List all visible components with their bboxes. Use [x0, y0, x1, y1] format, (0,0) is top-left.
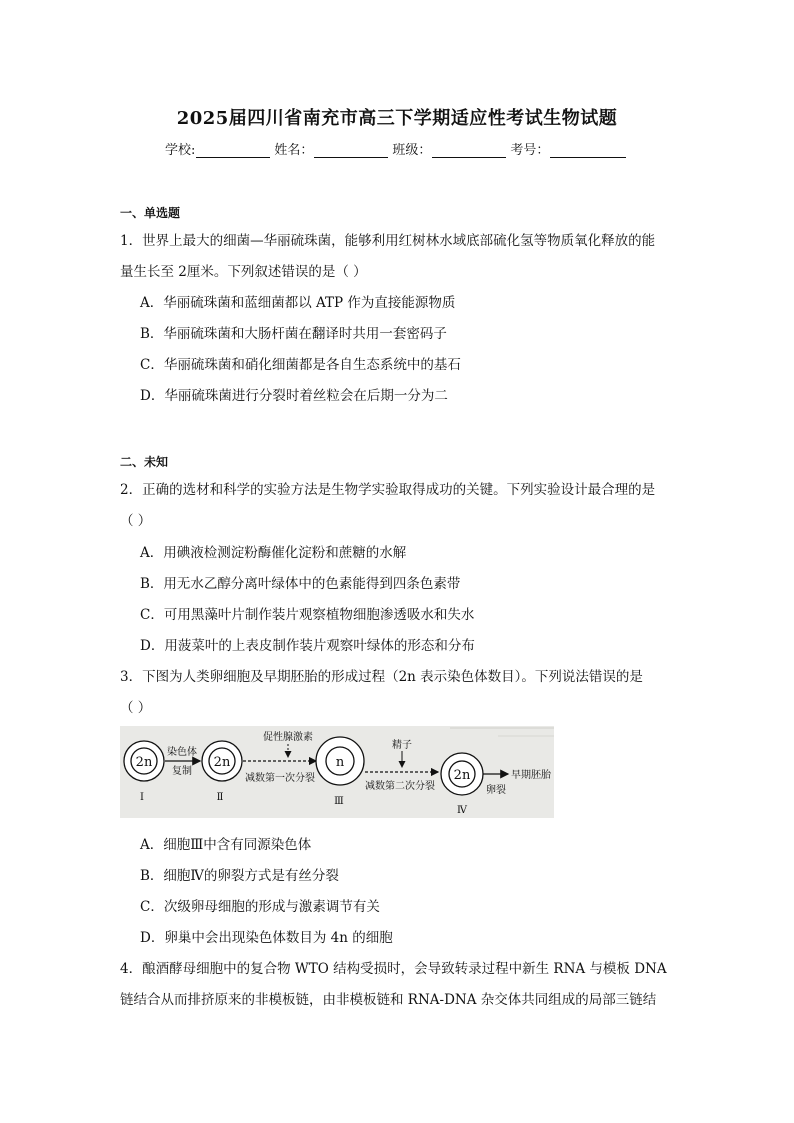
- question-1-option-d: D．华丽硫珠菌进行分裂时着丝粒会在后期一分为二: [140, 388, 448, 404]
- arrow3-label: 减数第二次分裂: [365, 781, 435, 792]
- class-label: 班级：: [392, 143, 432, 158]
- cell-4-roman: Ⅳ: [457, 805, 467, 816]
- arrow1-bottom-label: 复制: [172, 766, 192, 777]
- cleavage-label: 卵裂: [486, 785, 506, 796]
- question-2-option-b: B．用无水乙醇分离叶绿体中的色素能得到四条色素带: [140, 576, 461, 592]
- question-4-line-2: 链结合从而排挤原来的非模板链，由非模板链和 RNA-DNA 杂交体共同组成的局部三链结: [120, 992, 657, 1008]
- question-2-option-c: C．可用黑藻叶片制作装片观察植物细胞渗透吸水和失水: [140, 607, 475, 623]
- class-blank: [432, 143, 506, 158]
- name-label: 姓名：: [274, 143, 314, 158]
- question-1-option-b: B．华丽硫珠菌和大肠杆菌在翻译时共用一套密码子: [140, 326, 447, 342]
- student-info-line: [165, 139, 630, 158]
- question-3-option-a: A．细胞Ⅲ中含有同源染色体: [140, 837, 312, 853]
- cell-3: [316, 737, 364, 785]
- cell-3-label: n: [335, 755, 345, 770]
- cell-1-roman: Ⅰ: [140, 792, 144, 803]
- question-4-line-1: 4．酿酒酵母细胞中的复合物 WTO 结构受损时，会导致转录过程中新生 RNA 与模板 DNA: [120, 961, 667, 977]
- oocyte-formation-diagram: [120, 726, 554, 818]
- question-2-line-1: 2．正确的选材和科学的实验方法是生物学实验取得成功的关键。下列实验设计最合理的是: [120, 482, 656, 498]
- page-title: 2025届四川省南充市高三下学期适应性考试生物试题: [176, 108, 618, 129]
- number-blank: [550, 143, 626, 158]
- question-2-option-d: D．用菠菜叶的上表皮制作装片观察叶绿体的形态和分布: [140, 638, 475, 654]
- embryo-label: 早期胚胎: [511, 770, 551, 781]
- question-3-option-d: D．卵巢中会出现染色体数目为 4n 的细胞: [140, 930, 393, 946]
- number-label: 考号：: [510, 143, 550, 158]
- school-blank: [196, 143, 270, 158]
- question-1-option-c: C．华丽硫珠菌和硝化细菌都是各自生态系统中的基石: [140, 357, 461, 373]
- arrow2-label: 减数第一次分裂: [245, 773, 315, 784]
- question-1-option-a: A．华丽硫珠菌和蓝细菌都以 ATP 作为直接能源物质: [140, 295, 456, 311]
- sperm-label: 精子: [392, 740, 412, 751]
- section-heading-1: 一、单选题: [120, 206, 181, 220]
- question-3-line-1: 3．下图为人类卵细胞及早期胚胎的形成过程（2n 表示染色体数目）。下列说法错误的是: [120, 669, 643, 685]
- section-heading-2: 二、未知: [120, 455, 169, 469]
- cell-4: [441, 753, 483, 795]
- question-2-option-a: A．用碘液检测淀粉酶催化淀粉和蔗糖的水解: [140, 545, 407, 561]
- question-2-line-2: （ ）: [120, 513, 152, 529]
- cell-4-label: 2n: [453, 768, 471, 783]
- question-3-option-c: C．次级卵母细胞的形成与激素调节有关: [140, 899, 380, 915]
- question-1-line-2: 量生长至 2厘米。下列叙述错误的是（ ）: [120, 264, 367, 280]
- cell-3-roman: Ⅲ: [334, 796, 344, 807]
- question-3-option-b: B．细胞Ⅳ的卵裂方式是有丝分裂: [140, 868, 339, 884]
- hormone-label: 促性腺激素: [263, 732, 313, 743]
- question-1-line-1: 1．世界上最大的细菌—华丽硫珠菌，能够利用红树林水域底部硫化氢等物质氧化释放的能: [120, 233, 656, 249]
- cell-2-roman: Ⅱ: [216, 792, 224, 803]
- question-3-line-2: （ ）: [120, 700, 152, 716]
- cell-2: [202, 741, 242, 781]
- school-label: 学校:: [165, 143, 196, 158]
- name-blank: [314, 143, 388, 158]
- arrow1-top-label: 染色体: [167, 747, 197, 758]
- cell-1-label: 2n: [135, 755, 153, 770]
- cell-2-label: 2n: [213, 755, 231, 770]
- cell-1: [124, 741, 164, 781]
